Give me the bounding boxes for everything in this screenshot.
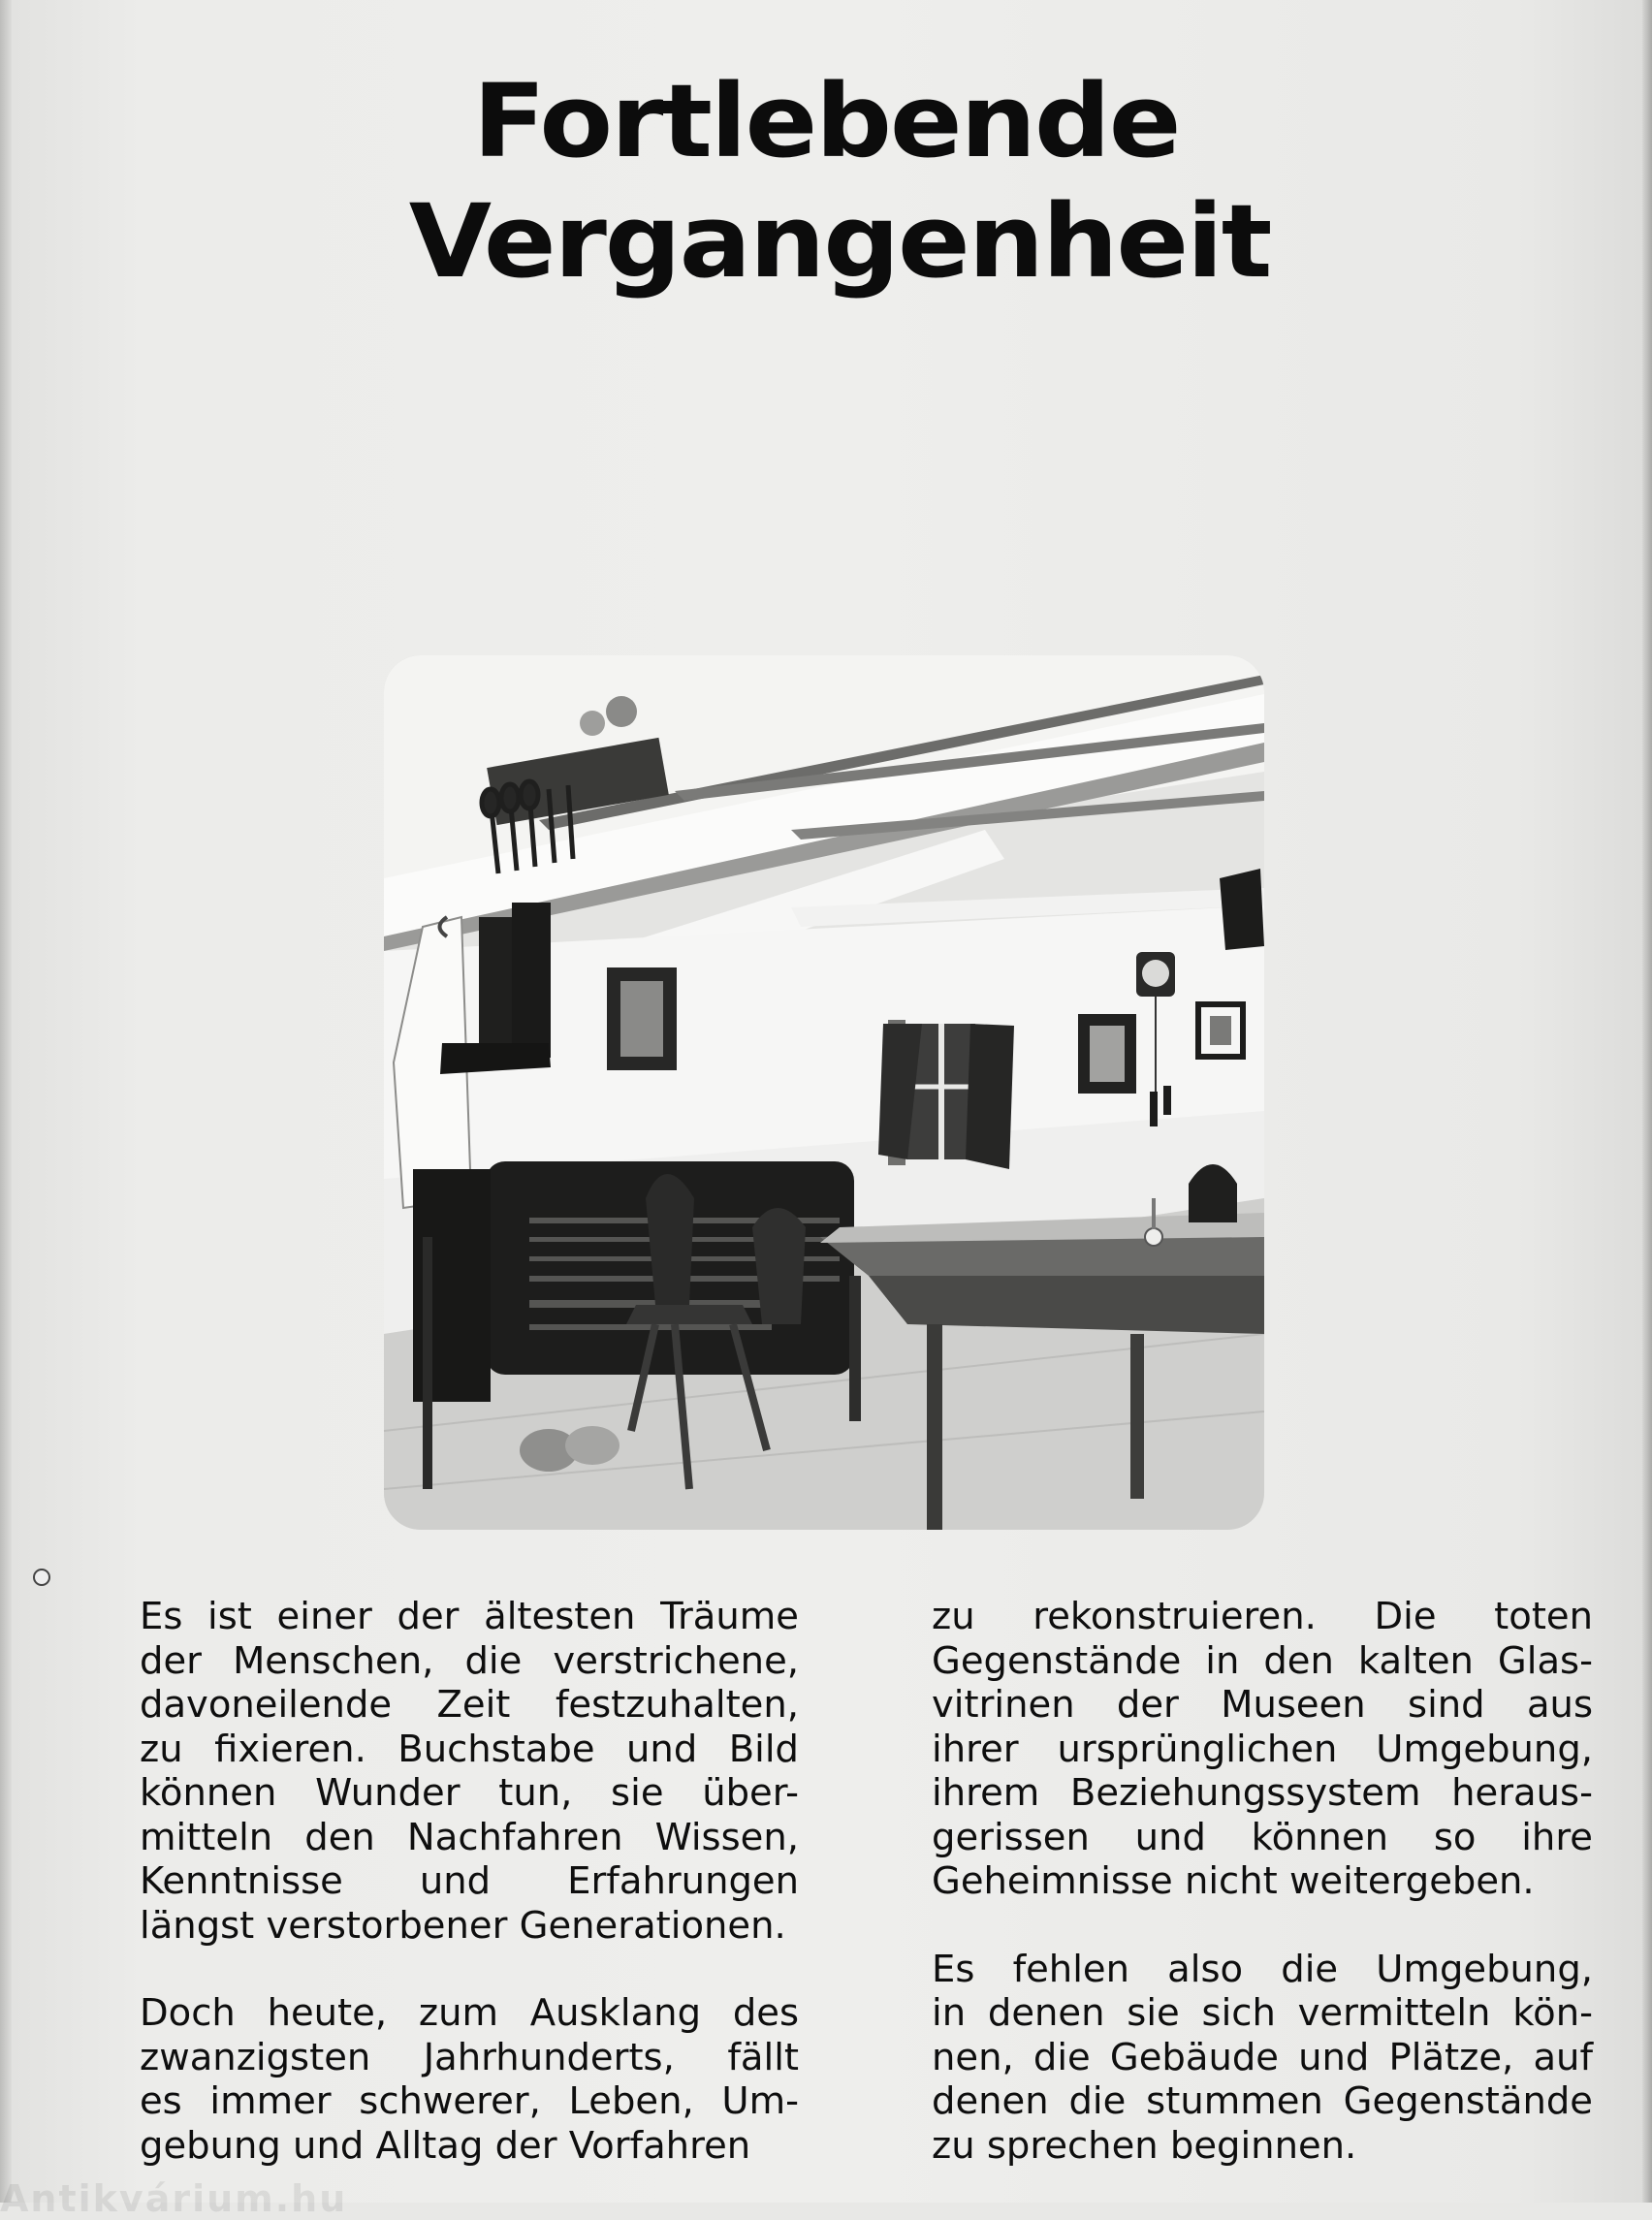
text-line: zu rekonstruieren. Die toten — [932, 1595, 1593, 1638]
text-line: mitteln den Nachfahren Wissen, — [140, 1815, 799, 1859]
text-column-right — [932, 1595, 1593, 2168]
text-line: können Wunder tun, sie über- — [140, 1771, 799, 1815]
text-line: längst verstorbener Generationen. — [140, 1903, 786, 1948]
text-line: der Menschen, die verstrichene, — [140, 1638, 799, 1683]
text-line: nen, die Gebäude und Plätze, auf — [932, 2035, 1593, 2079]
title-line-2: Vergangenheit — [408, 182, 1271, 301]
text-line: zu fixieren. Buchstabe und Bild — [140, 1727, 799, 1771]
text-line: zu sprechen beginnen. — [932, 2123, 1357, 2168]
paragraph-gap — [932, 1904, 1593, 1948]
text-line: in denen sie sich vermitteln kön- — [932, 1991, 1593, 2035]
text-line: ihrer ursprünglichen Umgebung, — [932, 1727, 1593, 1771]
title-line-1: Fortlebende — [472, 62, 1180, 180]
paragraph — [932, 1948, 1593, 2169]
text-line: gerissen und können so ihre — [932, 1815, 1593, 1859]
text-line: ihrem Beziehungssystem heraus- — [932, 1771, 1593, 1815]
text-line: gebung und Alltag der Vorfahren — [140, 2123, 751, 2168]
page-edge-right — [1642, 0, 1652, 2203]
text-line: Gegenstände in den kalten Glas- — [932, 1638, 1593, 1683]
paragraph — [932, 1595, 1593, 1904]
bullet-mark — [33, 1569, 50, 1586]
text-line: Doch heute, zum Ausklang des — [140, 1991, 799, 2035]
watermark: Antikvárium.hu — [0, 2177, 348, 2220]
text-column-left — [140, 1595, 799, 2168]
text-line: es immer schwerer, Leben, Um- — [140, 2079, 799, 2123]
text-line: davoneilende Zeit festzuhalten, — [140, 1683, 799, 1727]
text-line: zwanzigsten Jahrhunderts, fällt — [140, 2035, 799, 2079]
text-line: Kenntnisse und Erfahrungen — [140, 1859, 799, 1903]
text-line: Geheimnisse nicht weitergeben. — [932, 1859, 1535, 1903]
text-line: vitrinen der Museen sind aus — [932, 1683, 1593, 1727]
text-line: Es fehlen also die Umgebung, — [932, 1947, 1593, 1991]
text-line: Es ist einer der ältesten Träume — [140, 1595, 799, 1638]
paragraph — [140, 1991, 799, 2168]
interior-photo — [384, 655, 1264, 1530]
text-line: denen die stummen Gegenstände — [932, 2079, 1593, 2123]
paragraph — [140, 1595, 799, 1948]
paragraph-gap — [140, 1948, 799, 1991]
page-edge-left — [0, 0, 12, 2203]
